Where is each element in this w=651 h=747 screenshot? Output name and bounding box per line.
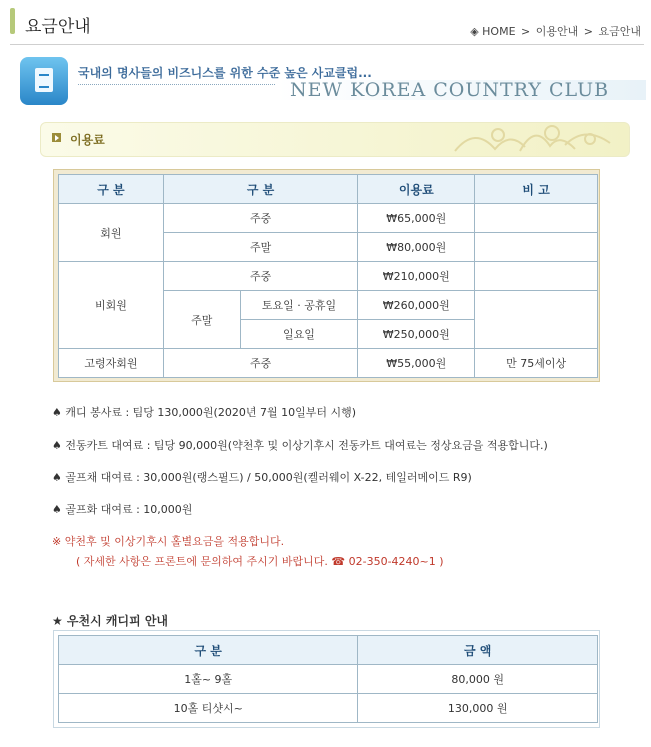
breadcrumb-separator: > bbox=[583, 25, 593, 38]
table-cell-empty bbox=[475, 291, 598, 349]
nonmember-weekday: 주중 bbox=[163, 262, 358, 291]
rain-row-amount: 130,000 원 bbox=[358, 694, 598, 723]
nonmember-sunday: 일요일 bbox=[240, 320, 358, 349]
breadcrumb-item-usage[interactable]: 이용안내 bbox=[535, 25, 579, 38]
table-header: 구 분 bbox=[59, 636, 358, 665]
member-weekend: 주말 bbox=[163, 233, 358, 262]
section-title-rain-caddie: ★ 우천시 캐디피 안내 bbox=[52, 614, 169, 628]
nonmember-label: 비회원 bbox=[59, 262, 164, 349]
nonmember-weekend: 주말 bbox=[163, 291, 240, 349]
rain-row-amount: 80,000 원 bbox=[358, 665, 598, 694]
table-header: 이용료 bbox=[358, 175, 475, 204]
table-row bbox=[59, 665, 598, 694]
table-cell-empty bbox=[475, 204, 598, 233]
breadcrumb-home[interactable]: ◈ HOME bbox=[470, 25, 516, 38]
table-header: 구 분 bbox=[163, 175, 358, 204]
member-weekday: 주중 bbox=[163, 204, 358, 233]
document-icon bbox=[20, 57, 68, 105]
senior-note: 만 75세이상 bbox=[475, 349, 598, 378]
banner-club-name: NEW KOREA COUNTRY CLUB bbox=[290, 79, 610, 101]
table-row bbox=[59, 694, 598, 723]
breadcrumb-item-fees[interactable]: 요금안내 bbox=[598, 25, 641, 38]
ornament-decoration bbox=[450, 121, 620, 157]
breadcrumb-separator: > bbox=[521, 25, 531, 38]
member-weekend-fee: ₩80,000원 bbox=[358, 233, 475, 262]
nonmember-sunday-fee: ₩250,000원 bbox=[358, 320, 475, 349]
nonmember-weekday-fee: ₩210,000원 bbox=[358, 262, 475, 291]
member-label: 회원 bbox=[59, 204, 164, 262]
senior-label: 고령자회원 bbox=[59, 349, 164, 378]
senior-weekday: 주중 bbox=[163, 349, 358, 378]
header-divider bbox=[10, 44, 644, 45]
senior-fee: ₩55,000원 bbox=[358, 349, 475, 378]
member-weekday-fee: ₩65,000원 bbox=[358, 204, 475, 233]
rain-row-label: 1홀~ 9홀 bbox=[59, 665, 358, 694]
title-accent-bar bbox=[10, 8, 15, 34]
note-cart-fee: ♠ 전동카트 대여료 : 팀당 90,000원(약천후 및 이상기후시 전동카트 대여료는 정상요금을 적용합니다.) bbox=[52, 439, 548, 452]
table-header: 구 분 bbox=[59, 175, 164, 204]
table-cell-empty bbox=[475, 233, 598, 262]
note-shoe-rental: ♠ 골프화 대여료 : 10,000원 bbox=[52, 503, 193, 516]
breadcrumb bbox=[468, 23, 641, 39]
rain-caddie-table bbox=[58, 635, 598, 723]
section-bullet-icon bbox=[52, 133, 61, 142]
nonmember-saturday-holiday: 토요일 · 공휴일 bbox=[240, 291, 358, 320]
banner-tagline: 국내의 명사들의 비즈니스를 위한 수준 높은 사교클럽... bbox=[78, 66, 372, 80]
note-caddie-fee: ♠ 캐디 봉사료 : 팀당 130,000원(2020년 7월 10일부터 시행) bbox=[52, 406, 356, 419]
table-header: 비 고 bbox=[475, 175, 598, 204]
rain-row-label: 10홀 티샷시~ bbox=[59, 694, 358, 723]
section-title-fees: 이용료 bbox=[70, 133, 105, 147]
page-title: 요금안내 bbox=[25, 17, 91, 37]
warning-contact-info: ( 자세한 사항은 프론트에 문의하여 주시기 바랍니다. ☎ 02-350-4240~1 ) bbox=[76, 555, 444, 568]
fee-table bbox=[58, 174, 598, 378]
warning-weather-rate: ※ 약천후 및 이상기후시 홀별요금을 적용합니다. bbox=[52, 535, 285, 548]
table-cell-empty bbox=[475, 262, 598, 291]
table-header: 금 액 bbox=[358, 636, 598, 665]
note-club-rental: ♠ 골프채 대여료 : 30,000원(랭스필드) / 50,000원(켈러웨이 X-22, 테일러메이드 R9) bbox=[52, 471, 472, 484]
nonmember-saturday-fee: ₩260,000원 bbox=[358, 291, 475, 320]
